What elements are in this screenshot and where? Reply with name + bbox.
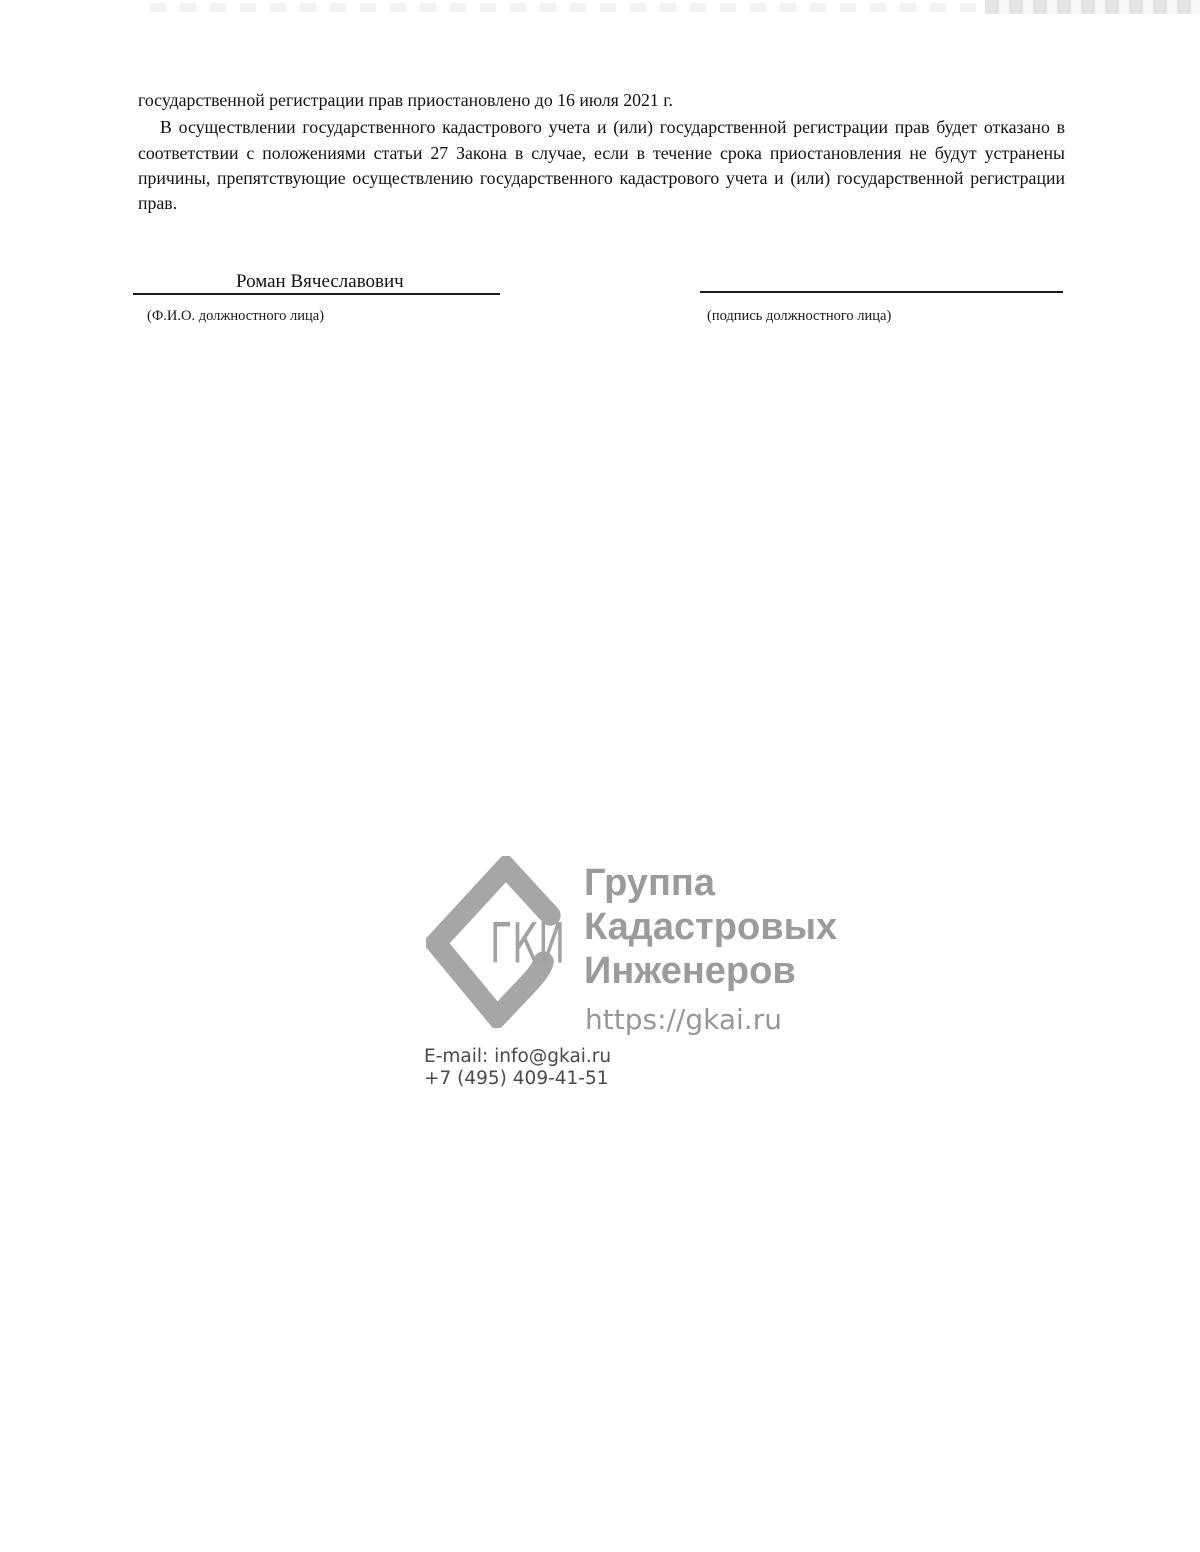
gki-logo-icon [426,856,574,1028]
cutoff-text-remnant [150,3,980,12]
official-name: Роман Вячеславович [236,271,404,292]
fio-caption: (Ф.И.О. должностного лица) [147,308,325,324]
gki-monogram: ГКИ [489,913,566,977]
contact-phone: +7 (495) 409-41-51 [424,1068,609,1089]
document-body [138,88,1065,216]
org-name [584,861,837,993]
fio-signature-line [133,293,500,295]
org-name-line2: Кадастровых [584,906,838,948]
paragraph-refusal-clause: В осуществлении государственного кадастрового учета и (или) государственной регистрации прав будет отказано в соответствии с положениями статьи 27 Закона в случае, если в течение срока приостановления не будут устранены причины, препятствующие осуществлению государственного кадастрового учета и (или) государственной регистрации прав. [138,117,1065,214]
cutoff-text-remnant-corner [985,0,1200,14]
org-name-line3: Инженеров [584,950,796,992]
signature-caption: (подпись должностного лица) [707,308,892,324]
paragraph-continuation: государственной регистрации прав приостановлено до 16 июля 2021 г. [138,90,673,110]
contact-info [424,1046,611,1090]
signature-line [700,291,1063,293]
website-url: https://gkai.ru [585,1003,782,1036]
org-name-line1: Группа [584,862,715,904]
contact-email: E-mail: info@gkai.ru [424,1046,612,1067]
